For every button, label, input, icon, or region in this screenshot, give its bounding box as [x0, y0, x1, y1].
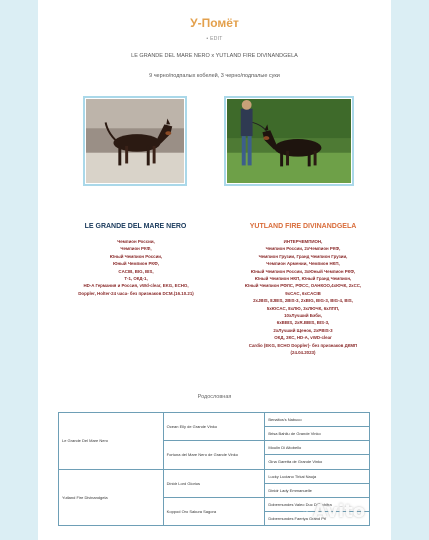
dam-title-line: 5хЮCAC, 8хЛЮ, 3хЛЮЧК, 6хЛПП,: [266, 305, 340, 311]
sire-titles: [50, 238, 222, 297]
litter-info: 9 черно/подпалых кобелей, 3 черно/подпалые суки: [149, 73, 280, 79]
pedigree-ancestor-cell: Dinidr Lady Emmanuelle: [265, 483, 370, 497]
pedigree-ancestor-cell: Gina Garetta de Grande Vinko: [265, 455, 370, 469]
sire-photo[interactable]: [83, 96, 187, 186]
dam-title-line: Чемпион России, 2хЧемпион РКФ,: [265, 246, 341, 252]
dam-title-line: Cardio (EKG, ECHO Doppler)- без признаков ДКМП: [248, 342, 358, 348]
sire-title-line: CACIB, BIG, BIS,: [118, 268, 154, 274]
dam-title-line: Чемпион Армении, Чемпион НКП,: [266, 261, 340, 267]
dam-title-line: ИНТЕРЧЕМПИОН,: [283, 239, 323, 244]
pedigree-parent-cell: Le Grande Del Mare Nero: [59, 413, 164, 470]
pedigree-ancestor-cell: Dobermundes Valeo Duc D'Orchifra: [265, 497, 370, 511]
pedigree-grandparent-cell: Fortuna del Mare Nero de Grande Vinko: [163, 441, 265, 469]
pedigree-grandparent-cell: Ocean Elly de Grande Vinko: [163, 413, 265, 441]
dam-photo[interactable]: [224, 96, 354, 186]
sire-title-line: Doppler, Holter-24 часа- без признаков DCM.(16.10.21): [78, 290, 194, 296]
dam-title-line: 2хЛучший Щенок, 2хPBIS-3: [273, 327, 333, 333]
pedigree-ancestor-cell: Moulin Di Altobello: [265, 441, 370, 455]
dam-title-line: 10хЛучший Бэби,: [284, 313, 322, 319]
sire-title-line: Юный Чемпион РКФ,: [113, 261, 159, 267]
dam-titles: [218, 238, 388, 357]
dam-title-line: 2хJBIS, 8JBIS, 2BIS-3, 2хBIG, BIG-3, BIG-4, BIS,: [253, 298, 353, 304]
dam-title-line: Юный Чемпион РФЛС, РФСС, ОАНКОО,4хЮЧК, 2хСС,: [244, 283, 362, 289]
sire-title-line: Т-1, ОКД-1,: [124, 276, 148, 282]
sire-title-line: Чемпион России,: [117, 239, 155, 244]
litter-pairing: LE GRANDE DEL MARE NERO х YUTLAND FIRE DIVINANDGELA: [131, 53, 298, 59]
pedigree-grandparent-cell: Koppod Oro Sakura Sagora: [163, 497, 265, 525]
sire-title-line: Чемпион РКФ,: [120, 246, 152, 252]
pedigree-parent-cell: Yutland Fire Divinandgela: [59, 469, 164, 526]
dam-title-line: (24.04.2023): [290, 350, 316, 356]
dam-title-line: 9хCAC, 6хCACIB: [285, 290, 321, 296]
pedigree-grandparent-cell: Dinidr Lord Glorius: [163, 469, 265, 497]
sire-title-line: HD-A Германия и Россия, vWd-clear, EKG, ECHO,: [83, 283, 189, 289]
pedigree-ancestor-cell: Lucky Luciano Tirkai Nauja: [265, 469, 370, 483]
sire-name: LE GRANDE DEL MARE NERO: [84, 223, 187, 230]
dam-title-line: Юный Чемпион России, 3хЮный Чемпион РКФ,: [250, 268, 356, 274]
avito-logo-icon: [300, 506, 310, 516]
dam-title-line: Чемпион Грузии, Гранд Чемпион Грузии,: [258, 253, 348, 259]
edit-link[interactable]: • EDIT: [206, 36, 223, 42]
table-row: [59, 469, 370, 483]
pedigree-ancestor-cell: Benaltos's Nabuco: [265, 413, 370, 427]
dam-name: YUTLAND FIRE DIVINANDGELA: [249, 223, 357, 230]
sire-dog-image: [86, 99, 184, 183]
page-title: У-Помёт: [190, 16, 239, 30]
page-content: [38, 0, 391, 540]
dam-title-line: 6хBBIS, 2хR.BBIS, BIS-3,: [276, 320, 330, 326]
pedigree-ancestor-cell: Brisa Bahilu de Grande Vinko: [265, 427, 370, 441]
pedigree-heading: Родословная: [197, 394, 232, 400]
dam-title-line: Юный Чемпион НКП, Юный Гранд Чемпион,: [254, 276, 352, 282]
dam-title-line: ОКД, ЗКС, HD-A, vWD-clear: [274, 335, 332, 341]
dam-dog-image: [227, 99, 351, 183]
table-row: [59, 413, 370, 427]
avito-watermark: Avito: [313, 501, 366, 522]
pedigree-ancestor-cell: Dobermundes Faeriya Grand Pri: [265, 511, 370, 525]
sire-title-line: Юный Чемпион России,: [109, 253, 163, 259]
